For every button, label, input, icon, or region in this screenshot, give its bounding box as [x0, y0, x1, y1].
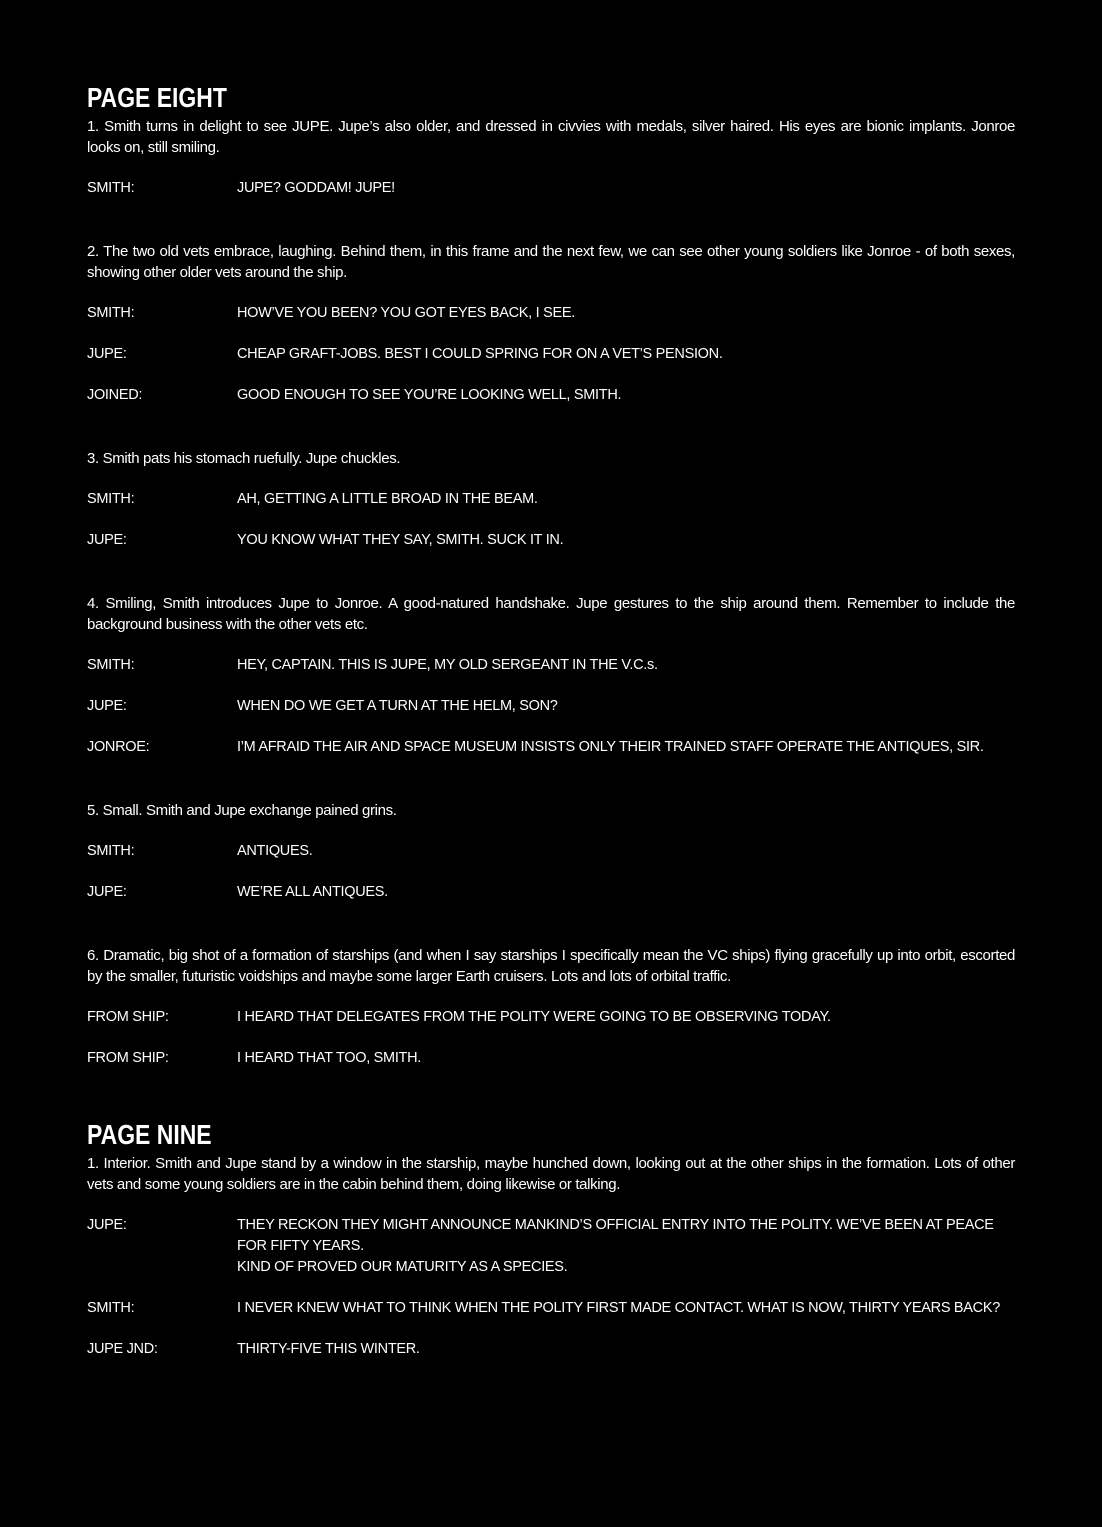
speaker: SMITH: — [87, 657, 135, 673]
dialogue-row — [87, 344, 1015, 365]
panel-description: 2. The two old vets embrace, laughing. Behind them, in this frame and the next few, we can see other young soldiers like Jonroe - of both sexes, showing other older vets around the ship. — [87, 243, 1015, 281]
dialogue-row — [87, 655, 1015, 676]
panel-description: 4. Smiling, Smith introduces Jupe to Jonroe. A good-natured handshake. Jupe gestures to the ship around them. Remember to include the background business with the other vets etc. — [87, 595, 1015, 633]
panel-description: 1. Smith turns in delight to see JUPE. Jupe’s also older, and dressed in civvies with medals, silver haired. His eyes are bionic implants. Jonroe looks on, still smiling. — [87, 118, 1015, 156]
speaker: JONROE: — [87, 739, 150, 755]
dialogue-line-part: KIND OF PROVED OUR MATURITY AS A SPECIES. — [237, 1259, 568, 1275]
speaker: JUPE: — [87, 698, 127, 714]
dialogue-line: JUPE? GODDAM! JUPE! — [237, 180, 395, 196]
dialogue-row — [87, 530, 1015, 551]
dialogue-row — [87, 385, 1015, 406]
panel-description: 3. Smith pats his stomach ruefully. Jupe chuckles. — [87, 450, 401, 467]
dialogue-row — [87, 737, 1015, 758]
speaker: SMITH: — [87, 843, 135, 859]
section-title: PAGE EIGHT — [87, 82, 227, 113]
panel — [87, 1153, 1015, 1360]
speaker: JUPE: — [87, 884, 127, 900]
dialogue-line: I NEVER KNEW WHAT TO THINK WHEN THE POLITY FIRST MADE CONTACT. WHAT IS NOW, THIRTY YEARS BACK? — [237, 1300, 1000, 1316]
panel — [87, 241, 1015, 406]
panel — [87, 593, 1015, 758]
speaker: JUPE: — [87, 1217, 127, 1233]
dialogue-line: I HEARD THAT DELEGATES FROM THE POLITY WERE GOING TO BE OBSERVING TODAY. — [237, 1009, 831, 1025]
dialogue-line: CHEAP GRAFT-JOBS. BEST I COULD SPRING FOR ON A VET’S PENSION. — [237, 346, 723, 362]
dialogue-row — [87, 882, 1015, 903]
section-page-nine — [87, 1117, 1015, 1360]
dialogue-line-part: THEY RECKON THEY MIGHT ANNOUNCE MANKIND’S OFFICIAL ENTRY INTO THE POLITY. WE’VE BEEN AT PEACE FOR FIFTY YEARS. — [237, 1217, 994, 1254]
dialogue-row — [87, 303, 1015, 324]
dialogue-line — [237, 1215, 1015, 1278]
dialogue-row — [87, 1298, 1015, 1319]
panel — [87, 448, 1015, 551]
speaker: FROM SHIP: — [87, 1050, 169, 1066]
section-page-eight — [87, 80, 1015, 1069]
section-title: PAGE NINE — [87, 1119, 212, 1150]
speaker: SMITH: — [87, 1300, 135, 1316]
dialogue-row — [87, 841, 1015, 862]
speaker: JOINED: — [87, 387, 143, 403]
dialogue-line: GOOD ENOUGH TO SEE YOU’RE LOOKING WELL, SMITH. — [237, 387, 622, 403]
panel-description: 1. Interior. Smith and Jupe stand by a window in the starship, maybe hunched down, looking out at the other ships in the formation. Lots of other vets and some young soldiers are in the cabin behind them, doing likewise or talking. — [87, 1155, 1015, 1193]
speaker: JUPE JND: — [87, 1341, 158, 1357]
dialogue-line: WHEN DO WE GET A TURN AT THE HELM, SON? — [237, 698, 558, 714]
panel — [87, 945, 1015, 1069]
dialogue-line: AH, GETTING A LITTLE BROAD IN THE BEAM. — [237, 491, 538, 507]
dialogue-row — [87, 178, 1015, 199]
speaker: JUPE: — [87, 532, 127, 548]
speaker: JUPE: — [87, 346, 127, 362]
dialogue-line: YOU KNOW WHAT THEY SAY, SMITH. SUCK IT IN. — [237, 532, 564, 548]
dialogue-line: HEY, CAPTAIN. THIS IS JUPE, MY OLD SERGEANT IN THE V.C.s. — [237, 657, 658, 673]
dialogue-row — [87, 1007, 1015, 1028]
panel-description: 6. Dramatic, big shot of a formation of starships (and when I say starships I specifically mean the VC ships) flying gracefully up into orbit, escorted by the smaller, futuristic voidships and maybe some larger Earth cruisers. Lots and lots of orbital traffic. — [87, 947, 1015, 985]
speaker: SMITH: — [87, 491, 135, 507]
dialogue-row — [87, 1215, 1015, 1278]
script-content — [87, 80, 1015, 1360]
speaker: SMITH: — [87, 180, 135, 196]
speaker: SMITH: — [87, 305, 135, 321]
panel — [87, 116, 1015, 199]
dialogue-line: THIRTY-FIVE THIS WINTER. — [237, 1341, 420, 1357]
speaker: FROM SHIP: — [87, 1009, 169, 1025]
panel — [87, 800, 1015, 903]
dialogue-row — [87, 489, 1015, 510]
dialogue-line: ANTIQUES. — [237, 843, 313, 859]
dialogue-line: WE’RE ALL ANTIQUES. — [237, 884, 388, 900]
panel-description: 5. Small. Smith and Jupe exchange pained grins. — [87, 802, 397, 819]
dialogue-line: HOW’VE YOU BEEN? YOU GOT EYES BACK, I SEE. — [237, 305, 575, 321]
dialogue-row — [87, 696, 1015, 717]
dialogue-line: I’M AFRAID THE AIR AND SPACE MUSEUM INSISTS ONLY THEIR TRAINED STAFF OPERATE THE ANTIQUES, SIR. — [237, 739, 984, 755]
dialogue-line: I HEARD THAT TOO, SMITH. — [237, 1050, 422, 1066]
dialogue-row — [87, 1339, 1015, 1360]
dialogue-row — [87, 1048, 1015, 1069]
